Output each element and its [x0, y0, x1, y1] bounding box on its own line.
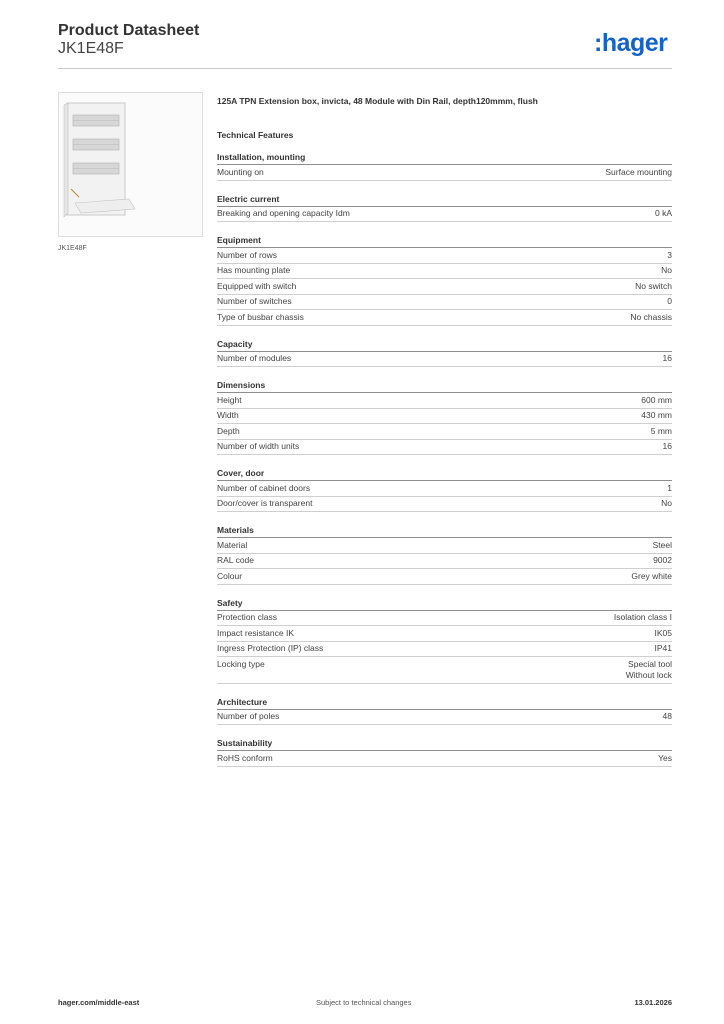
- feature-section: [217, 152, 672, 181]
- feature-row: [217, 310, 672, 326]
- datasheet-content: [217, 96, 672, 780]
- section-title: Safety: [217, 598, 672, 611]
- feature-value: No: [661, 498, 672, 508]
- feature-section: [217, 194, 672, 223]
- feature-label: Height: [217, 394, 242, 405]
- feature-section: [217, 380, 672, 455]
- feature-section: [217, 468, 672, 512]
- feature-row: [217, 295, 672, 311]
- feature-row: [217, 611, 672, 627]
- feature-label: Material: [217, 539, 248, 550]
- feature-section: [217, 339, 672, 368]
- footer-website: hager.com/middle-east: [58, 998, 140, 1007]
- feature-section: [217, 738, 672, 767]
- feature-label: Number of cabinet doors: [217, 482, 311, 493]
- feature-value: 430 mm: [641, 410, 672, 420]
- feature-label: Mounting on: [217, 166, 264, 177]
- distribution-box-icon: [59, 93, 202, 236]
- feature-row: [217, 207, 672, 223]
- feature-value: 48: [662, 711, 672, 721]
- section-title: Materials: [217, 525, 672, 538]
- feature-label: Impact resistance IK: [217, 627, 295, 638]
- feature-label: Number of width units: [217, 441, 300, 451]
- section-title: Equipment: [217, 235, 672, 248]
- feature-value: 9002: [653, 555, 672, 565]
- feature-label: Protection class: [217, 612, 277, 622]
- section-title: Capacity: [217, 339, 672, 352]
- feature-value: Surface mounting: [605, 166, 672, 177]
- feature-value: Grey white: [631, 570, 672, 581]
- feature-value: IK05: [654, 627, 672, 638]
- feature-row: [217, 626, 672, 642]
- feature-label: Ingress Protection (IP) class: [217, 643, 324, 653]
- feature-value: No switch: [635, 280, 672, 291]
- feature-label: Number of poles: [217, 711, 280, 721]
- feature-row: [217, 165, 672, 181]
- feature-row: [217, 393, 672, 409]
- feature-row: [217, 440, 672, 456]
- feature-label: RoHS conform: [217, 752, 273, 763]
- feature-section: [217, 697, 672, 726]
- feature-section: [217, 525, 672, 585]
- feature-label: Locking type: [217, 658, 265, 669]
- feature-section: [217, 235, 672, 326]
- feature-value: 600 mm: [641, 394, 672, 405]
- feature-label: Width: [217, 410, 239, 420]
- product-description: 125A TPN Extension box, invicta, 48 Module with Din Rail, depth120mmm, flush: [217, 96, 538, 106]
- feature-value: 16: [662, 353, 672, 363]
- feature-value: 3: [667, 249, 672, 260]
- feature-section: [217, 598, 672, 684]
- feature-row: [217, 279, 672, 295]
- feature-row: [217, 751, 672, 767]
- feature-label: Door/cover is transparent: [217, 498, 313, 508]
- feature-row: [217, 409, 672, 425]
- feature-row: [217, 657, 672, 684]
- feature-value: Isolation class I: [613, 612, 672, 622]
- feature-row: [217, 264, 672, 280]
- feature-row: [217, 569, 672, 585]
- feature-label: Number of rows: [217, 249, 277, 260]
- feature-value: 0: [667, 296, 672, 306]
- feature-label: Number of modules: [217, 353, 292, 363]
- feature-value: 0 kA: [654, 208, 672, 218]
- features-sections: [217, 152, 672, 767]
- image-caption: JK1E48F: [58, 245, 87, 252]
- feature-value: No chassis: [630, 311, 672, 322]
- feature-label: Equipped with switch: [217, 280, 297, 291]
- feature-row: [217, 497, 672, 513]
- section-title: Cover, door: [217, 468, 672, 481]
- feature-label: Number of switches: [217, 296, 292, 306]
- feature-row: [217, 248, 672, 264]
- feature-label: RAL code: [217, 555, 255, 565]
- feature-row: [217, 352, 672, 368]
- section-title: Installation, mounting: [217, 152, 672, 165]
- feature-value: Steel: [652, 539, 672, 550]
- feature-row: [217, 424, 672, 440]
- footer-disclaimer: Subject to technical changes: [316, 998, 412, 1007]
- section-title: Sustainability: [217, 738, 672, 751]
- feature-row: [217, 481, 672, 497]
- page-title: Product Datasheet: [58, 22, 200, 39]
- feature-row: [217, 554, 672, 570]
- section-title: Electric current: [217, 194, 672, 207]
- feature-row: [217, 642, 672, 658]
- feature-label: Has mounting plate: [217, 265, 291, 275]
- feature-value: 1: [667, 482, 672, 493]
- header-divider: [58, 68, 672, 69]
- hager-logo: :hager: [594, 29, 668, 57]
- feature-label: Colour: [217, 570, 243, 581]
- feature-row: [217, 710, 672, 726]
- feature-value: 5 mm: [650, 425, 672, 436]
- feature-value: Special tool Without lock: [625, 658, 672, 680]
- section-title: Architecture: [217, 697, 672, 710]
- feature-value: 16: [662, 441, 672, 451]
- section-title: Dimensions: [217, 380, 672, 393]
- feature-label: Depth: [217, 425, 240, 436]
- feature-value: No: [661, 265, 672, 275]
- distribution-box-image: [58, 92, 203, 237]
- feature-label: Type of busbar chassis: [217, 311, 304, 322]
- product-code: JK1E48F: [58, 40, 124, 57]
- feature-label: Breaking and opening capacity Idm: [217, 208, 350, 218]
- feature-value: Yes: [658, 752, 672, 763]
- footer-date: 13.01.2026: [634, 998, 672, 1007]
- technical-features-title: Technical Features: [217, 130, 294, 140]
- feature-value: IP41: [654, 643, 672, 653]
- feature-row: [217, 538, 672, 554]
